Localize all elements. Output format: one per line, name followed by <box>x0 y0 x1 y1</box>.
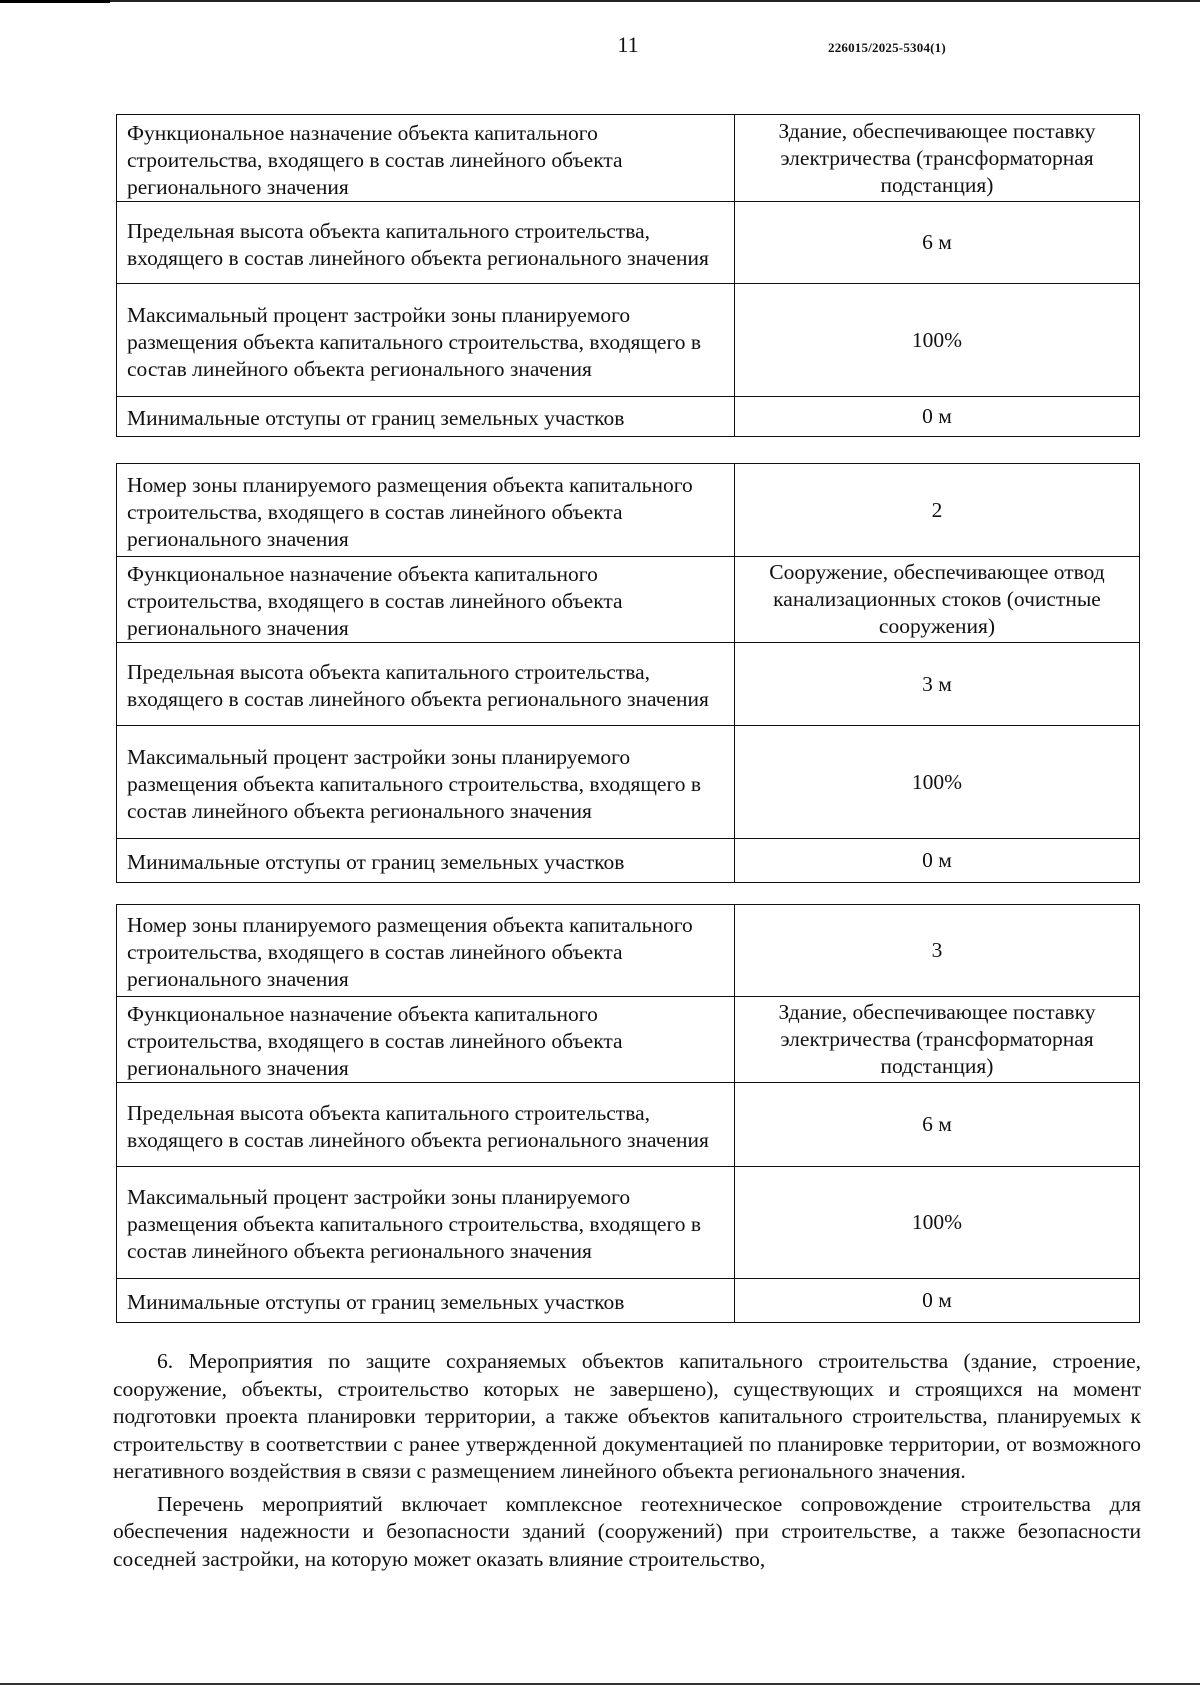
row-value: 2 <box>735 464 1140 557</box>
row-value: Здание, обеспечивающее поставку электричества (трансформаторная подстанция) <box>735 997 1140 1083</box>
row-label: Максимальный процент застройки зоны планируемого размещения объекта капитального строительства, входящего в состав линейного объекта регионального значения <box>117 726 735 839</box>
table-row <box>117 905 1140 997</box>
row-value: 6 м <box>735 1083 1140 1167</box>
table-row <box>117 1167 1140 1279</box>
row-label: Минимальные отступы от границ земельных участков <box>117 1279 735 1323</box>
table-row <box>117 997 1140 1083</box>
row-value: 0 м <box>735 397 1140 437</box>
row-value: 3 <box>735 905 1140 997</box>
body-text <box>113 1348 1141 1573</box>
table-row <box>117 397 1140 437</box>
paragraph-6: 6. Мероприятия по защите сохраняемых объектов капитального строительства (здание, строение, сооружение, объекты, строительство которых не завершено), существующих и строящихся на момент подготовки проекта планировки территории, а также объектов капитального строительства, планируемых к строительству в соответствии с ранее утвержденной документацией по планировке территории, от возможного негативного воздействия в связи с размещением линейного объекта регионального значения. <box>113 1349 1141 1483</box>
table-row <box>117 643 1140 726</box>
row-label: Максимальный процент застройки зоны планируемого размещения объекта капитального строительства, входящего в состав линейного объекта регионального значения <box>117 284 735 397</box>
row-label: Минимальные отступы от границ земельных участков <box>117 839 735 883</box>
row-value: 0 м <box>735 1279 1140 1323</box>
row-value: Здание, обеспечивающее поставку электричества (трансформаторная подстанция) <box>735 115 1140 202</box>
table-row <box>117 726 1140 839</box>
row-value: Сооружение, обеспечивающее отвод канализационных стоков (очистные сооружения) <box>735 557 1140 643</box>
row-label: Максимальный процент застройки зоны планируемого размещения объекта капитального строительства, входящего в состав линейного объекта регионального значения <box>117 1167 735 1279</box>
parameters-table-2 <box>116 463 1140 883</box>
row-value: 100% <box>735 1167 1140 1279</box>
table-row <box>117 557 1140 643</box>
page-number: 11 <box>617 32 639 57</box>
row-label: Предельная высота объекта капитального строительства, входящего в состав линейного объекта регионального значения <box>117 643 735 726</box>
table-row <box>117 1083 1140 1167</box>
top-edge-mark <box>0 0 110 3</box>
parameters-table-3 <box>116 904 1140 1323</box>
table-row <box>117 464 1140 557</box>
table-row <box>117 284 1140 397</box>
row-label: Предельная высота объекта капитального строительства, входящего в состав линейного объекта регионального значения <box>117 202 735 284</box>
row-value: 100% <box>735 284 1140 397</box>
table-row <box>117 115 1140 202</box>
row-label: Функциональное назначение объекта капитального строительства, входящего в состав линейного объекта регионального значения <box>117 997 735 1083</box>
row-value: 0 м <box>735 839 1140 883</box>
document-id: 226015/2025-5304(1) <box>828 40 946 55</box>
top-edge-line <box>0 0 1200 2</box>
table-row <box>117 202 1140 284</box>
row-label: Функциональное назначение объекта капитального строительства, входящего в состав линейного объекта регионального значения <box>117 115 735 202</box>
row-label: Предельная высота объекта капитального строительства, входящего в состав линейного объекта регионального значения <box>117 1083 735 1167</box>
table-row <box>117 839 1140 883</box>
parameters-table-1 <box>116 114 1140 437</box>
row-label: Минимальные отступы от границ земельных участков <box>117 397 735 437</box>
row-label: Номер зоны планируемого размещения объекта капитального строительства, входящего в состав линейного объекта регионального значения <box>117 905 735 997</box>
row-label: Функциональное назначение объекта капитального строительства, входящего в состав линейного объекта регионального значения <box>117 557 735 643</box>
row-label: Номер зоны планируемого размещения объекта капитального строительства, входящего в состав линейного объекта регионального значения <box>117 464 735 557</box>
table-row <box>117 1279 1140 1323</box>
row-value: 3 м <box>735 643 1140 726</box>
paragraph-measures-list: Перечень мероприятий включает комплексное геотехническое сопровождение строительства для обеспечения надежности и безопасности зданий (сооружений) при строительстве, а также безопасности соседней застройки, на которую может оказать влияние строительство, <box>113 1491 1141 1571</box>
row-value: 6 м <box>735 202 1140 284</box>
row-value: 100% <box>735 726 1140 839</box>
